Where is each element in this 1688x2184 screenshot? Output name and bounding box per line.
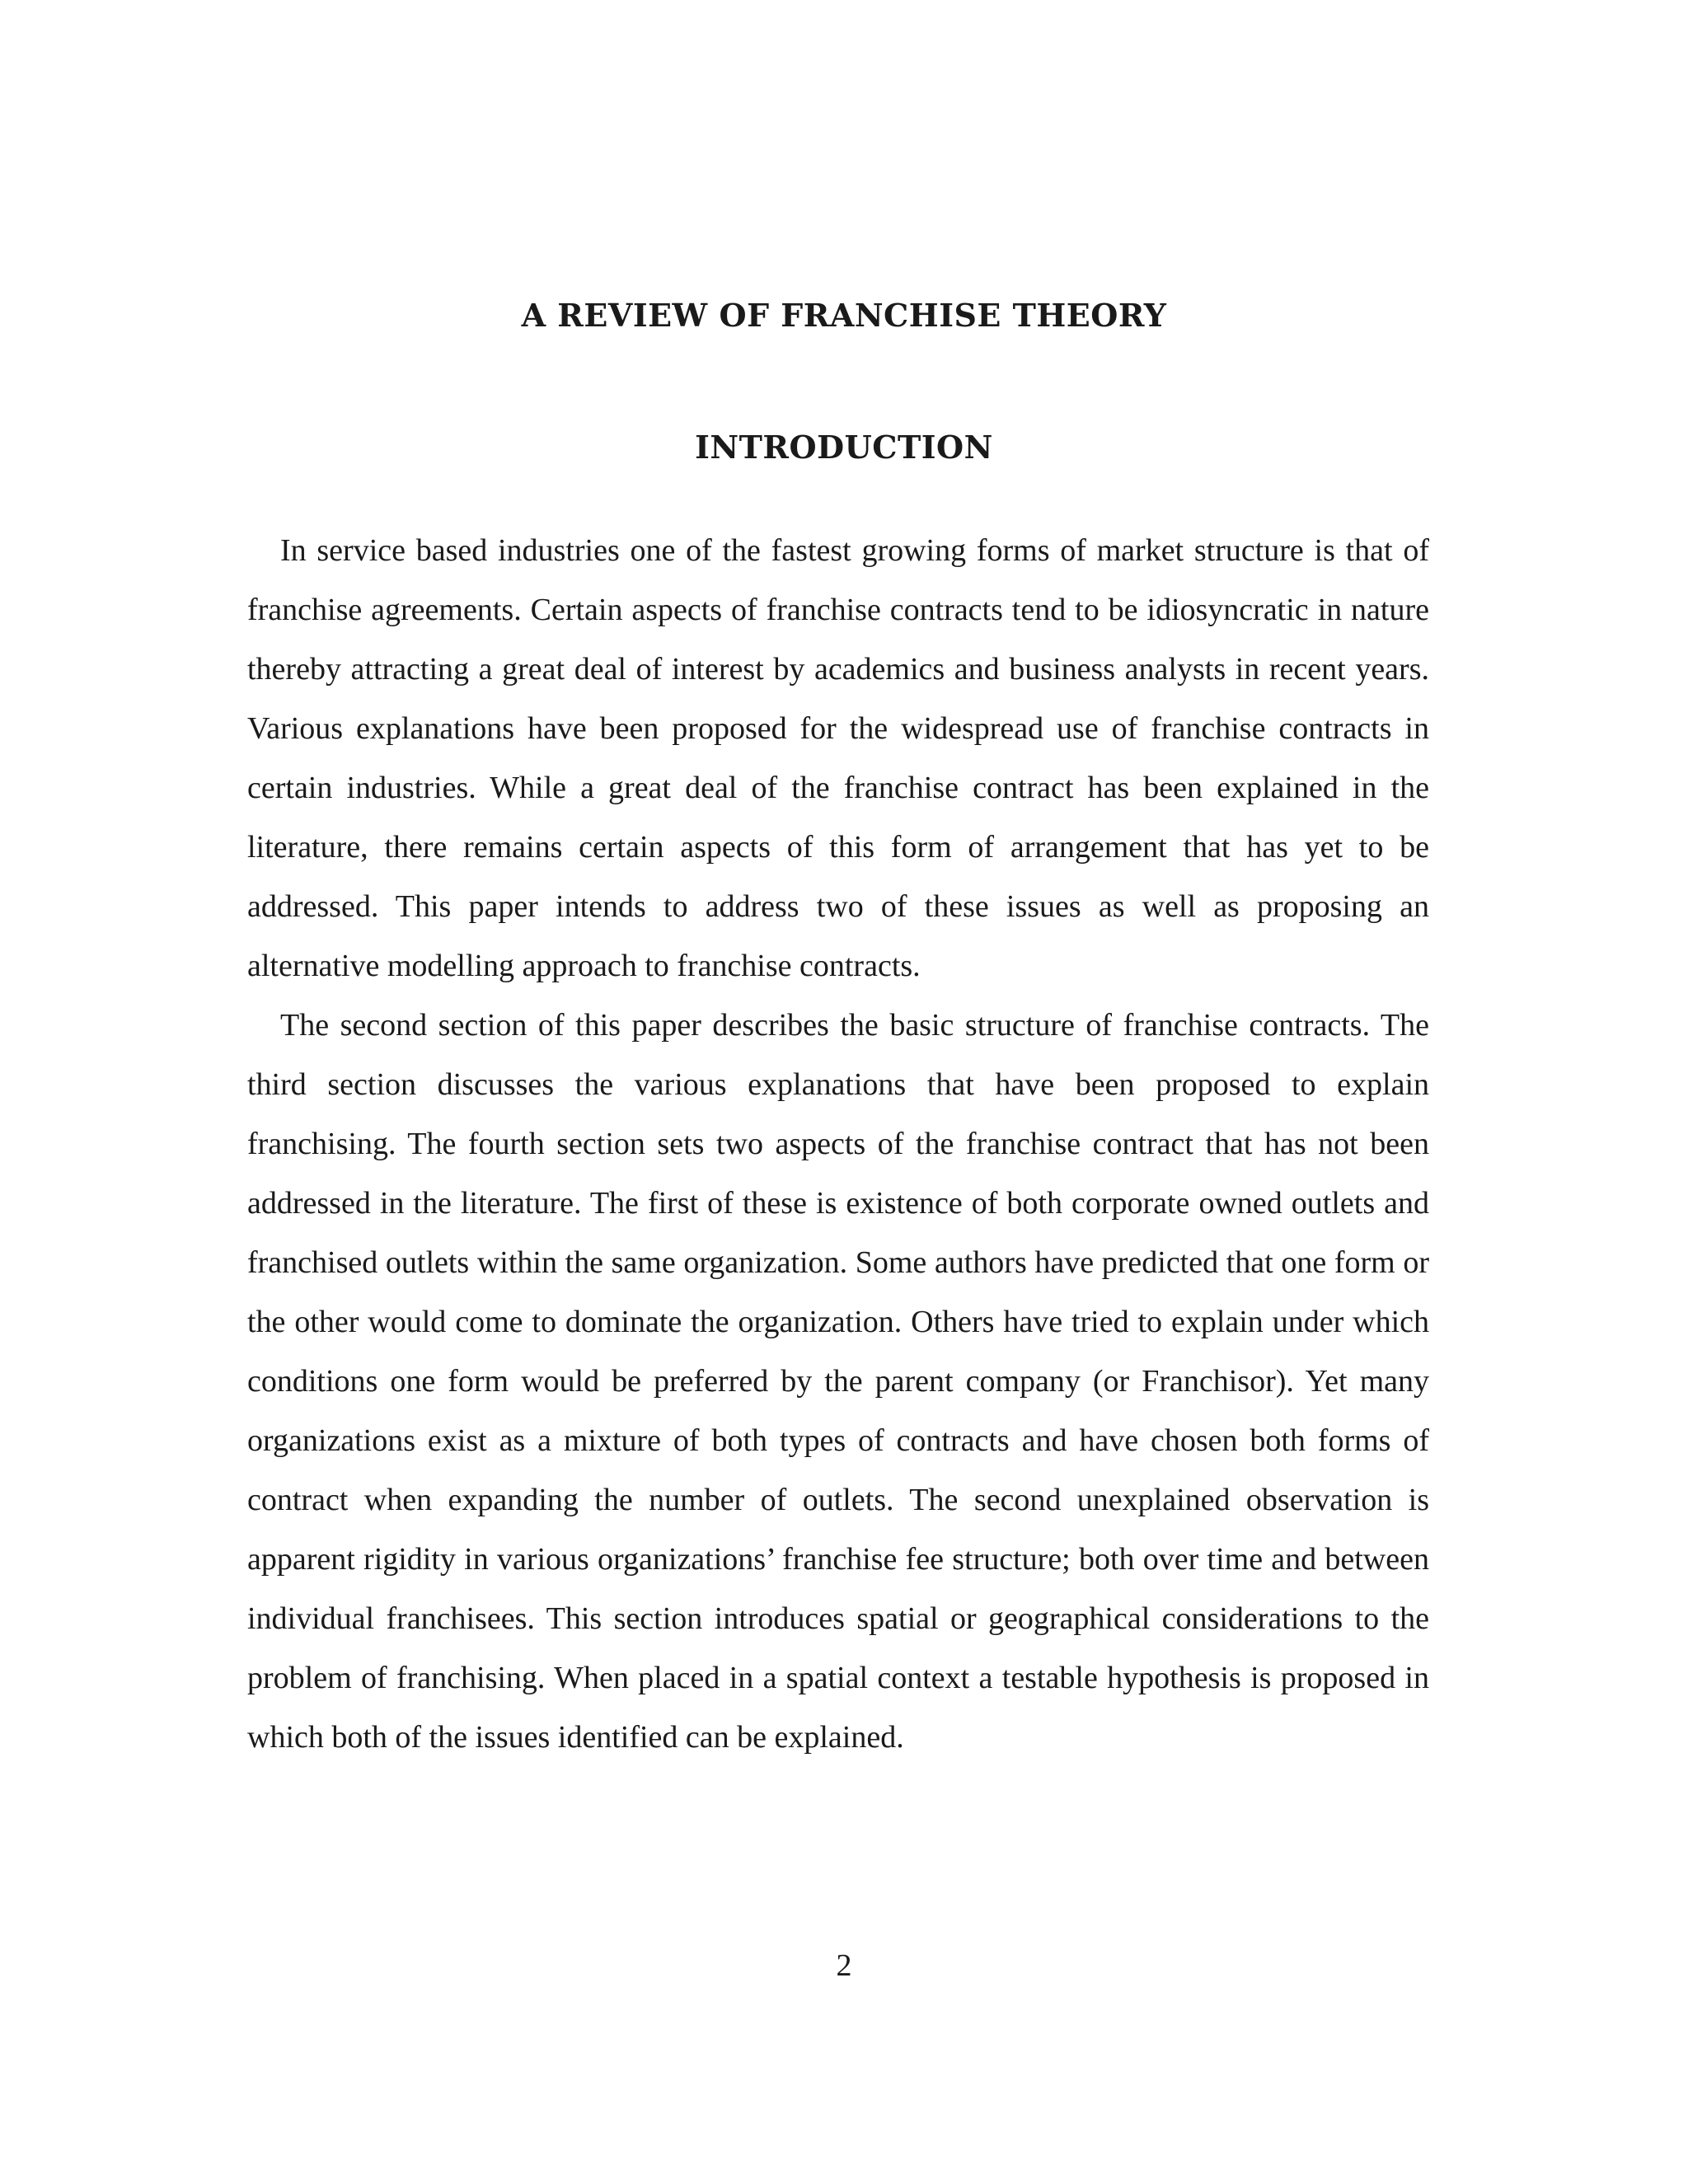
paragraph-1: In service based industries one of the fastest growing forms of market structure is that of franchise agreements. Certain aspects of franchise contracts tend to be idiosyncratic in nature thereby attracting a great deal of interest by academics and business analysts in recent years. Various explanations have been proposed for the widespread use of franchise contracts in certain industries. While a great deal of the franchise contract has been explained in the literature, there remains certain aspects of this form of arrangement that has yet to be addressed. This paper intends to address two of these issues as well as proposing an alternative modelling approach to franchise contracts. <box>247 533 1429 983</box>
page-number: 2 <box>836 1948 852 1983</box>
paragraph-2: The second section of this paper describes the basic structure of franchise contracts. The third section discusses the various explanations that have been proposed to explain franchising. The fourth section sets two aspects of the franchise contract that has not been addressed in the literature. The first of these is existence of both corporate owned outlets and franchised outlets within the same organization. Some authors have predicted that one form or the other would come to dominate the organization. Others have tried to explain under which conditions one form would be preferred by the parent company (or Franchisor). Yet many organizations exist as a mixture of both types of contracts and have chosen both forms of contract when expanding the number of outlets. The second unexplained observation is apparent rigidity in various organizations’ franchise fee structure; both over time and between individual franchisees. This section introduces spatial or geographical considerations to the problem of franchising. When placed in a spatial context a testable hypothesis is proposed in which both of the issues identified can be explained. <box>247 1008 1429 1755</box>
body-text <box>247 521 1429 1767</box>
section-heading: INTRODUCTION <box>695 429 993 466</box>
document-title: A REVIEW OF FRANCHISE THEORY <box>521 297 1167 334</box>
